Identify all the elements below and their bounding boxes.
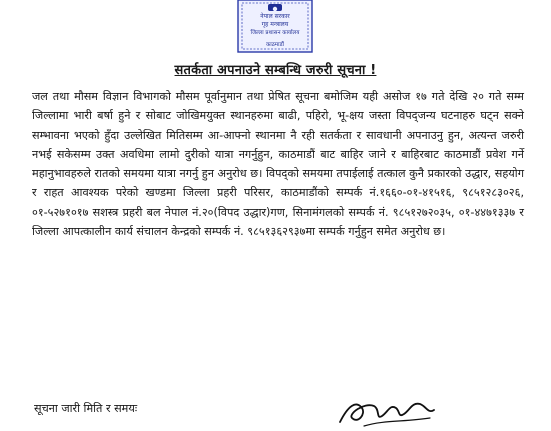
notice-title: सतर्कता अपनाउने सम्बन्धि जरुरी सूचना ! <box>174 63 377 78</box>
government-office-seal-icon <box>224 0 326 54</box>
signature-icon <box>334 386 439 431</box>
seal-line-2: गृह मन्त्रालय <box>261 21 289 28</box>
issue-date-label: सूचना जारी मिति र समयः <box>34 402 138 415</box>
notice-body: जल तथा मौसम विज्ञान विभागको मौसम पूर्वानुमान तथा प्रेषित सूचना बमोजिम यही असोज १७ गते देखि २० गते सम्म जिल्लामा भारी बर्षा हुने र सोबाट जोखिमयुक्त स्थानहरुमा बाढी, पहिरो, भू-क्षय जस्ता विपद्जन्य घटनाहरु घट्न सक्ने सम्भावना भएको हुँदा उल्लेखित मितिसम्म आ-आफ्नो स्थानमा नै रही सतर्कता र सावधानी अपनाउनु हुन, अत्यन्त जरुरी नभई सकेसम्म उक्त अवधिमा लामो दुरीको यात्रा नगर्नुहुन, काठमाडौं बाट बाहिर जाने र बाहिरबाट काठमाडौं प्रवेश गर्ने महानुभावहरुले रातको समयमा यात्रा नगर्नु हुन अनुरोध छ। विपद्को समयमा तपाईलाई तत्काल कुनै प्रकारको उद्धार, सहयोग र राहत आवश्यक परेको खण्डमा जिल्ला प्रहरी परिसर, काठमाडौंको सम्पर्क नं.१६६०-०१-४१५१६, ९८५१२८३०२६, ०१-५२७१०१७ सशस्त्र प्रहरी बल नेपाल नं.२०(विपद उद्धार)गण, सिनामंगलको सम्पर्क नं. ९८५१२७२०३५, ०१-४४७१३३७ र जिल्ला आपत्कालीन कार्य संचालन केन्द्रको सम्पर्क नं. ९८५१३६२९३७मा सम्पर्क गर्नुहुन समेत अनुरोध छ। <box>32 90 524 239</box>
seal-line-1: नेपाल सरकार <box>260 13 290 20</box>
seal-line-4: काठमाडौं <box>266 42 284 48</box>
seal-line-3: जिल्ला प्रशासन कार्यालय <box>250 30 300 36</box>
